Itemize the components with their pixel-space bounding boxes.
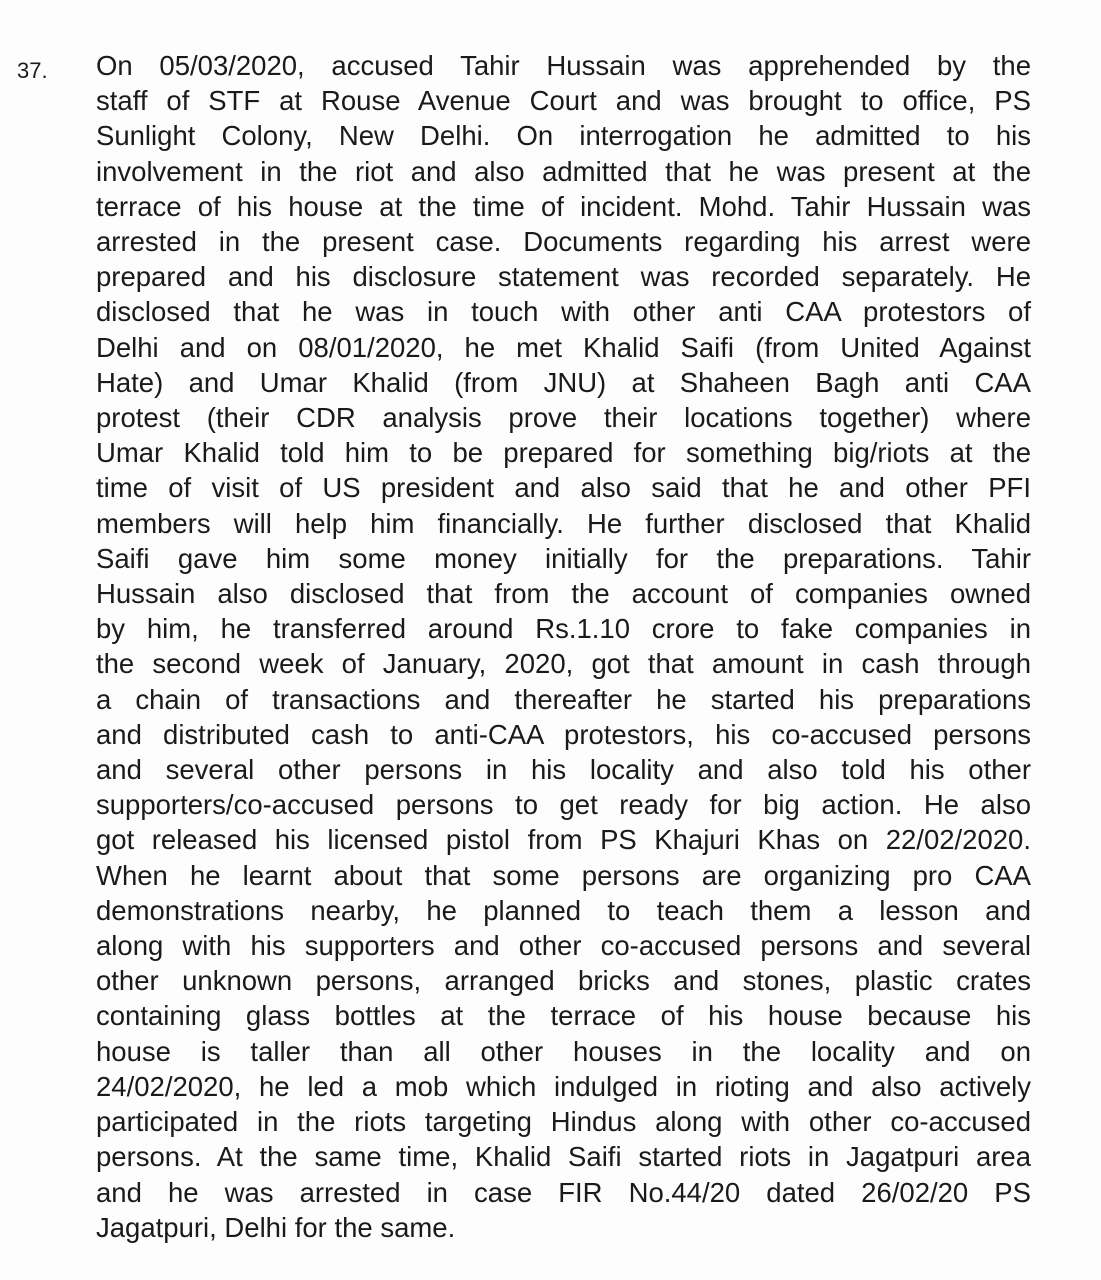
paragraph-number: 37.	[17, 58, 48, 83]
paragraph-line: staff of STF at Rouse Avenue Court and was brought to office, PS	[96, 85, 1031, 117]
paragraph-line: protest (their CDR analysis prove their locations together) where	[96, 402, 1031, 434]
paragraph-line: Saifi gave him some money initially for the preparations. Tahir	[96, 542, 1031, 574]
paragraph-line: persons. At the same time, Khalid Saifi started riots in Jagatpuri area	[96, 1141, 1031, 1173]
paragraph-line: Umar Khalid told him to be prepared for something big/riots at the	[96, 437, 1031, 469]
paragraph-line: containing glass bottles at the terrace of his house because his	[96, 1000, 1031, 1032]
paragraph-line: time of visit of US president and also said that he and other PFI	[96, 472, 1031, 504]
paragraph-line: On 05/03/2020, accused Tahir Hussain was apprehended by the	[96, 50, 1031, 81]
paragraph-line: a chain of transactions and thereafter he started his preparations	[96, 683, 1031, 715]
paragraph-line: Sunlight Colony, New Delhi. On interrogation he admitted to his	[96, 120, 1031, 152]
paragraph-line: supporters/co-accused persons to get ready for big action. He also	[96, 789, 1031, 821]
paragraph-line: and he was arrested in case FIR No.44/20 dated 26/02/20 PS	[96, 1176, 1031, 1208]
paragraph-line: by him, he transferred around Rs.1.10 crore to fake companies in	[96, 613, 1031, 645]
paragraph-line: demonstrations nearby, he planned to teach them a lesson and	[96, 894, 1031, 926]
paragraph-line: When he learnt about that some persons are organizing pro CAA	[96, 859, 1031, 891]
paragraph-line: 24/02/2020, he led a mob which indulged in rioting and also actively	[96, 1070, 1031, 1102]
paragraph-line: members will help him financially. He further disclosed that Khalid	[96, 507, 1031, 539]
paragraph-line: Jagatpuri, Delhi for the same.	[96, 1211, 456, 1243]
paragraph-line: other unknown persons, arranged bricks and stones, plastic crates	[96, 965, 1031, 997]
paragraph-line: along with his supporters and other co-accused persons and several	[96, 930, 1031, 962]
paragraph-line: and several other persons in his locality and also told his other	[96, 754, 1031, 786]
paragraph-line: involvement in the riot and also admitted that he was present at the	[96, 155, 1031, 187]
paragraph-line: Hussain also disclosed that from the account of companies owned	[96, 578, 1031, 610]
paragraph-line: house is taller than all other houses in the locality and on	[96, 1035, 1031, 1067]
paragraph-line: prepared and his disclosure statement was recorded separately. He	[96, 261, 1031, 293]
paragraph-line: and distributed cash to anti-CAA protestors, his co-accused persons	[96, 718, 1031, 750]
paragraph-line: terrace of his house at the time of incident. Mohd. Tahir Hussain was	[96, 190, 1031, 222]
paragraph-line: arrested in the present case. Documents regarding his arrest were	[96, 226, 1031, 258]
paragraph-line: got released his licensed pistol from PS Khajuri Khas on 22/02/2020.	[96, 824, 1031, 856]
paragraph-line: disclosed that he was in touch with other anti CAA protestors of	[96, 296, 1031, 328]
paragraph-line: Hate) and Umar Khalid (from JNU) at Shaheen Bagh anti CAA	[96, 366, 1031, 398]
paragraph-body	[96, 48, 1031, 1245]
paragraph-line: the second week of January, 2020, got that amount in cash through	[96, 648, 1031, 680]
paragraph-line: Delhi and on 08/01/2020, he met Khalid Saifi (from United Against	[96, 331, 1031, 363]
paragraph-line: participated in the riots targeting Hindus along with other co-accused	[96, 1106, 1031, 1138]
